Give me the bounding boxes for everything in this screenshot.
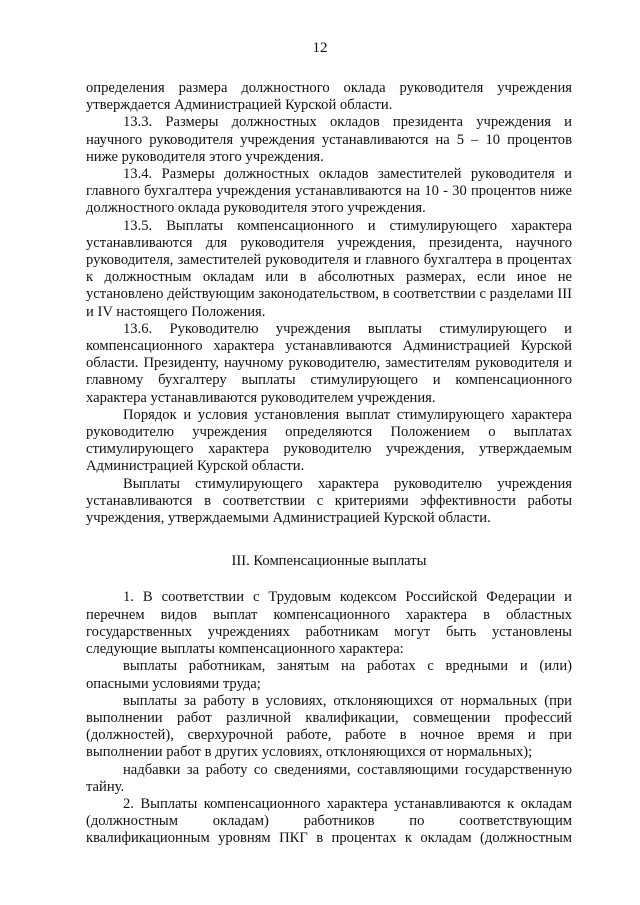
paragraph-incentive-criteria: Выплаты стимулирующего характера руководителю учреждения устанавливаются в соответствии с критериями эффективности работы учреждения, утверждаемыми Администрацией Курской области. [86,475,572,527]
page-number: 12 [312,40,328,56]
paragraph-section3-item1: 1. В соответствии с Трудовым кодексом Российской Федерации и перечнем видов выплат компенсационного характера в областных государственных учреждениях работникам могут быть установлены следующие выплаты компенсационного характера: [86,589,572,658]
list-item-state-secret: надбавки за работу со сведениями, составляющими государственную тайну. [86,761,572,795]
list-item-abnormal-conditions: выплаты за работу в условиях, отклоняющихся от нормальных (при выполнении работ различной квалификации, совмещении профессий (должностей), сверхурочной работе, работе в ночное время и при выполнении работ в других условиях, отклоняющихся от нормальных); [86,692,572,761]
paragraph-continuation: определения размера должностного оклада руководителя учреждения утверждается Администрацией Курской области. [86,80,572,114]
paragraph-13-5: 13.5. Выплаты компенсационного и стимулирующего характера устанавливаются для руководителя учреждения, президента, научного руководителя, заместителей руководителя и главного бухгалтера в процентах к должностным окладам или в абсолютных размерах, если иное не установлено действующим законодательством, в соответствии с разделами III и IV настоящего Положения. [86,217,572,320]
paragraph-incentive-procedure: Порядок и условия установления выплат стимулирующего характера руководителю учреждения определяются Положением о выплатах стимулирующего характера руководителю учреждения, утверждаемым Администрацией Курской области. [86,406,572,475]
paragraph-section3-item2: 2. Выплаты компенсационного характера устанавливаются к окладам (должностным окладам) работников по соответствующим квалификационным уровням ПКГ в процентах к окладам (должностным [86,795,572,847]
list-item-hazardous-work: выплаты работникам, занятым на работах с вредными и (или) опасными условиями труда; [86,658,572,692]
paragraph-13-4: 13.4. Размеры должностных окладов заместителей руководителя и главного бухгалтера учреждения устанавливаются на 10 - 30 процентов ниже должностного оклада руководителя этого учреждения. [86,166,572,217]
section-heading: III. Компенсационные выплаты [231,553,427,570]
paragraph-13-3: 13.3. Размеры должностных окладов президента учреждения и научного руководителя учреждения устанавливаются на 5 – 10 процентов ниже руководителя этого учреждения. [86,114,572,165]
document-body [86,80,572,848]
paragraph-13-6: 13.6. Руководителю учреждения выплаты стимулирующего и компенсационного характера устанавливаются Администрацией Курской области. Президенту, научному руководителю, заместителям руководителя и главному бухгалтеру выплаты стимулирующего и компенсационного характера устанавливаются руководителем учреждения. [86,320,572,406]
